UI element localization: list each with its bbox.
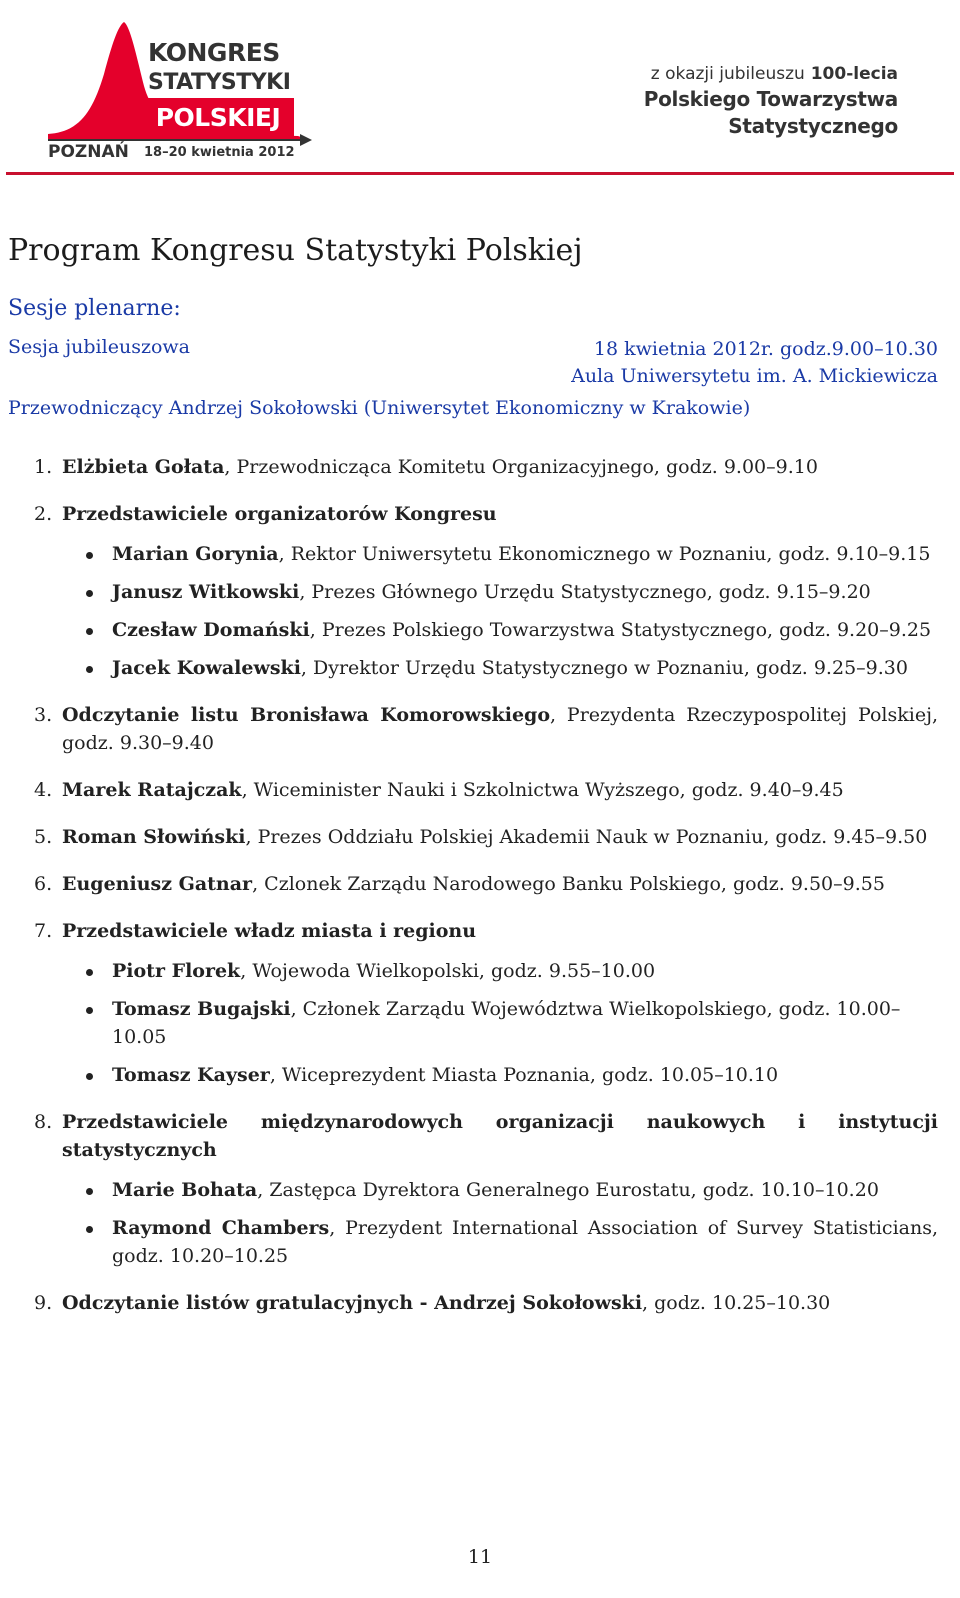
header-banner: [0, 0, 960, 182]
chair-label: Przewodniczący Andrzej Sokołowski: [8, 397, 358, 419]
speaker-name: Czesław Domański: [112, 619, 310, 641]
bullet-icon: [86, 1188, 93, 1195]
session-chair: [8, 390, 938, 434]
agenda-item-number: 1.: [34, 456, 53, 478]
agenda-item-details: , Wiceminister Nauki i Szkolnictwa Wyższego, godz. 9.40–9.45: [241, 779, 844, 801]
logo-line-1: KONGRES: [148, 38, 280, 67]
agenda-subitem: [62, 1061, 938, 1089]
agenda-item-name: Roman Słowiński: [62, 826, 246, 848]
agenda-item-name: Przedstawiciele międzynarodowych organizacji naukowych i instytucji statystycznych: [62, 1111, 938, 1161]
agenda-item-name: Eugeniusz Gatnar: [62, 873, 253, 895]
agenda-item: [8, 500, 938, 682]
agenda-item-details: , Czlonek Zarządu Narodowego Banku Polskiego, godz. 9.50–9.55: [252, 873, 885, 895]
speaker-name: Marian Gorynia: [112, 543, 279, 565]
agenda-item-details: , Prezes Oddziału Polskiej Akademii Nauk w Poznaniu, godz. 9.45–9.50: [245, 826, 928, 848]
logo-dates: 18–20 kwietnia 2012: [144, 145, 295, 160]
bullet-icon: [86, 628, 93, 635]
speaker-details: , Członek Zarządu Województwa Wielkopolskiego, godz. 10.00–10.05: [112, 998, 901, 1048]
speaker-name: Marie Bohata: [112, 1179, 258, 1201]
agenda-item-name: Przedstawiciele władz miasta i regionu: [62, 920, 477, 942]
jubilee-line-3: Statystycznego: [728, 114, 898, 138]
section-heading: Sesje plenarne:: [8, 296, 181, 321]
session-name: Sesja jubileuszowa: [8, 336, 190, 358]
agenda-subitem: [62, 1214, 938, 1270]
bullet-icon: [86, 552, 93, 559]
agenda-item-name: Elżbieta Gołata: [62, 456, 225, 478]
agenda-item-number: 4.: [34, 779, 53, 801]
agenda-sublist: [62, 957, 938, 1089]
logo-footer: [48, 142, 308, 166]
speaker-details: , Rektor Uniwersytetu Ekonomicznego w Poznaniu, godz. 9.10–9.15: [278, 543, 931, 565]
logo-line-3: POLSKIEJ: [142, 98, 294, 138]
logo-city: POZNAŃ: [48, 142, 129, 162]
agenda-item: [8, 1108, 938, 1270]
speaker-name: Piotr Florek: [112, 960, 241, 982]
agenda-subitem: [62, 616, 938, 644]
agenda-subitem: [62, 1176, 938, 1204]
agenda-item: [8, 823, 938, 851]
agenda-sublist: [62, 540, 938, 682]
speaker-details: , Wojewoda Wielkopolski, godz. 9.55–10.00: [240, 960, 656, 982]
agenda-item: [8, 701, 938, 757]
chair-affiliation: (Uniwersytet Ekonomiczny w Krakowie): [363, 397, 751, 419]
agenda-item-details: , godz. 10.25–10.30: [642, 1292, 831, 1314]
speaker-details: , Prezydent International Association of Survey Statisticians, godz. 10.20–10.25: [112, 1217, 939, 1267]
speaker-details: , Zastępca Dyrektora Generalnego Eurostatu, godz. 10.10–10.20: [257, 1179, 879, 1201]
agenda-item: [8, 776, 938, 804]
bullet-icon: [86, 1007, 93, 1014]
page-title: Program Kongresu Statystyki Polskiej: [8, 233, 583, 268]
session-datetime: 18 kwietnia 2012r. godz.9.00–10.30: [593, 338, 938, 360]
agenda-subitem: [62, 995, 938, 1051]
agenda-item-name: Przedstawiciele organizatorów Kongresu: [62, 503, 497, 525]
agenda-item: [8, 453, 938, 481]
bullet-icon: [86, 666, 93, 673]
agenda-item-details: , Przewodnicząca Komitetu Organizacyjnego, godz. 9.00–9.10: [224, 456, 818, 478]
session-venue: Aula Uniwersytetu im. A. Mickiewicza: [571, 365, 938, 387]
agenda-item: [8, 870, 938, 898]
agenda-item-number: 6.: [34, 873, 53, 895]
agenda-sublist: [62, 1176, 938, 1270]
speaker-details: , Prezes Polskiego Towarzystwa Statystycznego, godz. 9.20–9.25: [309, 619, 932, 641]
agenda-subitem: [62, 654, 938, 682]
speaker-details: , Prezes Głównego Urzędu Statystycznego, godz. 9.15–9.20: [299, 581, 871, 603]
agenda-item-number: 9.: [34, 1292, 53, 1314]
speaker-name: Tomasz Kayser: [112, 1064, 270, 1086]
session-details: [571, 336, 938, 390]
agenda-item-name: Odczytanie listów gratulacyjnych - Andrzej Sokołowski: [62, 1292, 643, 1314]
session-header: [8, 330, 938, 388]
speaker-name: Raymond Chambers: [112, 1217, 330, 1239]
speaker-name: Jacek Kowalewski: [112, 657, 301, 679]
agenda-subitem: [62, 540, 938, 568]
agenda-item-number: 3.: [34, 704, 53, 726]
speaker-details: , Dyrektor Urzędu Statystycznego w Poznaniu, godz. 9.25–9.30: [300, 657, 908, 679]
agenda-list: [8, 453, 938, 1317]
agenda-item-name: Marek Ratajczak: [62, 779, 242, 801]
agenda-item-name: Odczytanie listu Bronisława Komorowskiego: [62, 704, 550, 726]
agenda-item: [8, 1289, 938, 1317]
agenda-subitem: [62, 957, 938, 985]
agenda-item: [8, 917, 938, 1089]
jubilee-line-2: Polskiego Towarzystwa: [643, 87, 898, 111]
bullet-icon: [86, 590, 93, 597]
agenda-subitem: [62, 578, 938, 606]
jubilee-years: 100-lecia: [810, 64, 898, 84]
agenda-item-number: 2.: [34, 503, 53, 525]
agenda-item-details: , Prezydenta Rzeczypospolitej Polskiej, godz. 9.30–9.40: [62, 704, 938, 754]
agenda-item-number: 7.: [34, 920, 53, 942]
bullet-icon: [86, 969, 93, 976]
bullet-icon: [86, 1073, 93, 1080]
speaker-details: , Wiceprezydent Miasta Poznania, godz. 10.05–10.10: [269, 1064, 779, 1086]
speaker-name: Janusz Witkowski: [112, 581, 300, 603]
agenda-item-number: 5.: [34, 826, 53, 848]
jubilee-line-1: [644, 62, 898, 86]
banner-divider: [6, 172, 954, 175]
jubilee-caption: [644, 62, 898, 140]
bullet-icon: [86, 1226, 93, 1233]
congress-logo: [48, 14, 348, 164]
document-body: [8, 228, 938, 1317]
agenda-item-number: 8.: [34, 1111, 53, 1133]
page-number: 11: [467, 1546, 493, 1568]
jubilee-prefix: z okazji jubileuszu: [650, 64, 805, 84]
speaker-name: Tomasz Bugajski: [112, 998, 291, 1020]
logo-line-2: STATYSTYKI: [148, 70, 291, 95]
